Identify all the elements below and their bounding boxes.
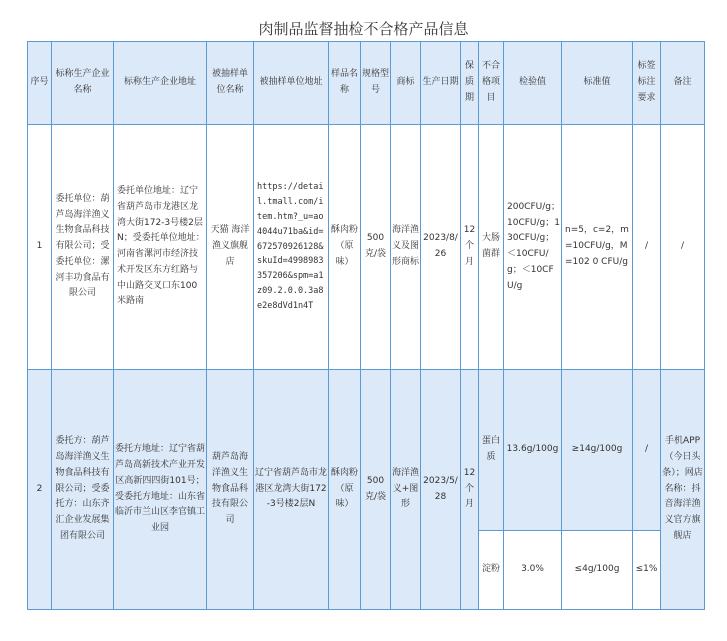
header-cell: 被抽样单位地址 (254, 42, 329, 125)
table-row (28, 125, 705, 370)
test-value: 13.6g/100g (504, 370, 562, 531)
sampled-unit: 天猫 海洋渔义旗舰店 (207, 125, 254, 370)
header-row (28, 42, 705, 125)
table-row (28, 370, 705, 531)
maker-address: 委托单位地址：辽宁省葫芦岛市龙港区龙湾大街172-3号楼2层N；受委托单位地址：河南省漯河市经济技术开发区东方红路与中山路交叉口东100米路南 (114, 125, 207, 370)
header-cell: 被抽样单位名称 (207, 42, 254, 125)
sampled-address: 辽宁省葫芦岛市龙港区龙湾大街172-3号楼2层N (254, 370, 329, 610)
header-cell: 检验值 (504, 42, 562, 125)
header-cell: 标签标注要求 (633, 42, 661, 125)
header-cell: 规格型号 (361, 42, 391, 125)
maker-name: 委托单位：葫芦岛海洋渔义生物食品科技有限公司；受委托单位：漯河丰功食品有限公司 (52, 125, 114, 370)
header-cell: 序号 (28, 42, 52, 125)
label-requirement: / (633, 125, 661, 370)
header-cell: 商标 (391, 42, 421, 125)
shelf-life: 12个月 (461, 125, 479, 370)
brand: 海洋渔义+图形 (391, 370, 421, 610)
header-cell: 备注 (661, 42, 705, 125)
row-number: 1 (28, 125, 52, 370)
remark: 手机APP（今日头条）；网店名称：抖音海洋渔义官方旗舰店 (661, 370, 705, 610)
sample-name: 酥肉粉（原味） (329, 370, 361, 610)
sample-name: 酥肉粉（原味） (329, 125, 361, 370)
label-requirement: ≤1% (633, 531, 661, 610)
standard-value: ≤4g/100g (562, 531, 633, 610)
shelf-life: 12个月 (461, 370, 479, 610)
spec: 500克/袋 (361, 125, 391, 370)
standard-value: n=5，c=2，m=10CFU/g，M=102 0 CFU/g (562, 125, 633, 370)
standard-value: ≥14g/100g (562, 370, 633, 531)
test-value: 3.0% (504, 531, 562, 610)
test-value: 200CFU/g；10CFU/g；130CFU/g；＜10CFU/g；＜10CFU/g (504, 125, 562, 370)
failed-item: 淀粉 (479, 531, 504, 610)
row-number: 2 (28, 370, 52, 610)
header-cell: 标准值 (562, 42, 633, 125)
brand: 海洋渔义及图形商标 (391, 125, 421, 370)
header-cell: 样品名称 (329, 42, 361, 125)
maker-address: 委托方地址：辽宁省葫芦岛高新技术产业开发区高新四四街101号；受委托方地址：山东省临沂市兰山区李官镇工业园 (114, 370, 207, 610)
sampled-unit: 葫芦岛海洋渔义生物食品科技有限公司 (207, 370, 254, 610)
production-date: 2023/5/28 (421, 370, 461, 610)
failed-item: 大肠菌群 (479, 125, 504, 370)
header-cell: 生产日期 (421, 42, 461, 125)
spec: 500克/袋 (361, 370, 391, 610)
header-cell: 标称生产企业名称 (52, 42, 114, 125)
maker-name: 委托方：葫芦岛海洋渔义生物食品科技有限公司；受委托方：山东齐汇企业发展集团有限公司 (52, 370, 114, 610)
header-cell: 不合格项目 (479, 42, 504, 125)
sampled-address: https://detail.tmall.com/item.htm?_u=ao4044u71ba&id=672570926128&skuId=4998983357206&spm=a1z09.2.0.0.3a8e2e8dVd1n4T (254, 125, 329, 370)
failed-item: 蛋白质 (479, 370, 504, 531)
header-cell: 保质期 (461, 42, 479, 125)
label-requirement: / (633, 370, 661, 531)
remark: / (661, 125, 705, 370)
header-cell: 标称生产企业地址 (114, 42, 207, 125)
production-date: 2023/8/26 (421, 125, 461, 370)
page-title: 肉制品监督抽检不合格产品信息 (258, 20, 469, 38)
unqualified-products-table (27, 41, 705, 610)
